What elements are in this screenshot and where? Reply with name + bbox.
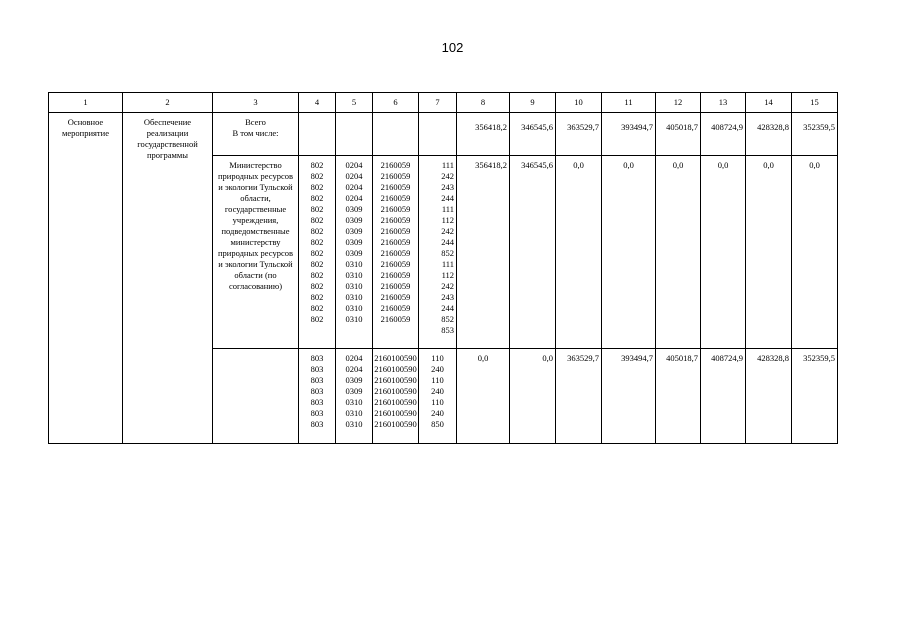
header-cell: 11 xyxy=(602,93,656,113)
block2-value: 0,0 xyxy=(457,349,510,444)
block2-value: 408724,9 xyxy=(701,349,746,444)
block2-value: 0,0 xyxy=(510,349,556,444)
header-row xyxy=(49,93,838,113)
kbk-col7: 111 242 243 244 111 112 242 244 852 111 112 242 243 244 852 853 xyxy=(419,156,457,349)
total-value: 428328,8 xyxy=(746,113,792,156)
total-label: Всего В том числе: xyxy=(213,113,299,156)
block1-value: 356418,2 xyxy=(457,156,510,349)
block1-value: 0,0 xyxy=(746,156,792,349)
total-value: 352359,5 xyxy=(792,113,838,156)
header-cell: 1 xyxy=(49,93,123,113)
total-value: 405018,7 xyxy=(656,113,701,156)
block1-value: 0,0 xyxy=(701,156,746,349)
total-value: 346545,6 xyxy=(510,113,556,156)
page-number: 102 xyxy=(441,40,464,55)
block2-value: 405018,7 xyxy=(656,349,701,444)
header-cell: 8 xyxy=(457,93,510,113)
empty-cell xyxy=(336,113,373,156)
kbk-col6: 2160059 2160059 2160059 2160059 2160059 2160059 2160059 2160059 2160059 2160059 2160059 2160059 2160059 2160059 2160059 xyxy=(373,156,419,349)
event-type-cell: Основное мероприятие xyxy=(49,113,123,444)
total-value: 393494,7 xyxy=(602,113,656,156)
kbk-col4: 803 803 803 803 803 803 803 xyxy=(299,349,336,444)
header-cell: 9 xyxy=(510,93,556,113)
header-cell: 15 xyxy=(792,93,838,113)
header-cell: 4 xyxy=(299,93,336,113)
empty-cell xyxy=(299,113,336,156)
kbk-col7: 110 240 110 240 110 240 850 xyxy=(419,349,457,444)
block1-value: 0,0 xyxy=(656,156,701,349)
kbk-col6: 2160100590 2160100590 2160100590 2160100590 2160100590 2160100590 2160100590 xyxy=(373,349,419,444)
header-cell: 10 xyxy=(556,93,602,113)
empty-cell xyxy=(373,113,419,156)
header-cell: 2 xyxy=(123,93,213,113)
block2-value: 428328,8 xyxy=(746,349,792,444)
budget-table xyxy=(48,92,838,444)
header-cell: 14 xyxy=(746,93,792,113)
total-value: 408724,9 xyxy=(701,113,746,156)
total-row xyxy=(49,113,838,156)
kbk-col5: 0204 0204 0309 0309 0310 0310 0310 xyxy=(336,349,373,444)
block1-value: 0,0 xyxy=(602,156,656,349)
header-cell: 7 xyxy=(419,93,457,113)
header-cell: 13 xyxy=(701,93,746,113)
kbk-col5: 0204 0204 0204 0204 0309 0309 0309 0309 0309 0310 0310 0310 0310 0310 0310 xyxy=(336,156,373,349)
block2-value: 352359,5 xyxy=(792,349,838,444)
block1-value: 0,0 xyxy=(792,156,838,349)
block1-value: 346545,6 xyxy=(510,156,556,349)
empty-cell xyxy=(419,113,457,156)
header-cell: 3 xyxy=(213,93,299,113)
header-cell: 6 xyxy=(373,93,419,113)
empty-cell xyxy=(213,349,299,444)
executor-cell: Министерство природных ресурсов и экологии Тульской области, государственные учреждения, подведомственные министерству природных ресурсов и экологии Тульской области (по согласованию) xyxy=(213,156,299,349)
block2-value: 393494,7 xyxy=(602,349,656,444)
total-value: 356418,2 xyxy=(457,113,510,156)
kbk-col4: 802 802 802 802 802 802 802 802 802 802 802 802 802 802 802 xyxy=(299,156,336,349)
event-name-cell: Обеспечение реализации государственной программы xyxy=(123,113,213,444)
block1-value: 0,0 xyxy=(556,156,602,349)
header-cell: 5 xyxy=(336,93,373,113)
header-cell: 12 xyxy=(656,93,701,113)
block2-value: 363529,7 xyxy=(556,349,602,444)
total-value: 363529,7 xyxy=(556,113,602,156)
